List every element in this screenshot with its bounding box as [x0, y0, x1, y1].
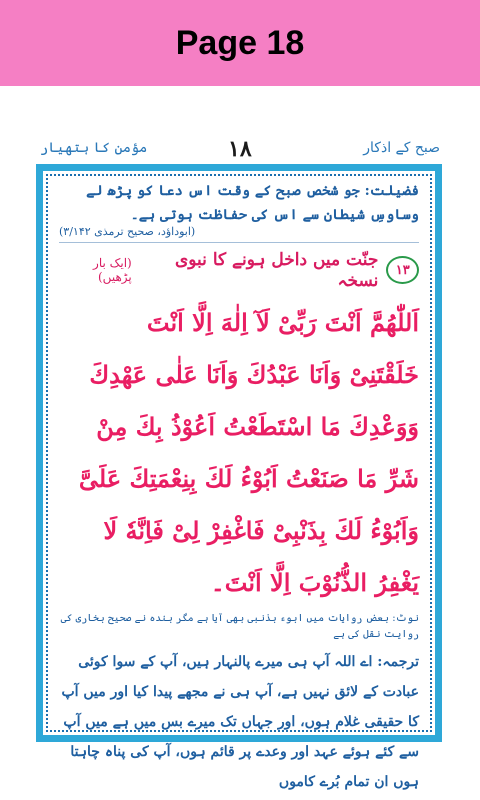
- page-number: ۱۸: [228, 136, 252, 162]
- reference-text: (ابوداؤد، صحیح ترمذی ۳/۱۴۲): [59, 225, 196, 238]
- divider: [59, 242, 419, 243]
- page-content: [59, 179, 419, 797]
- translation-text: ترجمہ: اے اللہ آپ ہی میرے پالنہار ہیں، آپ کے سوا کوئی عبادت کے لائق نہیں ہے، آپ ہی نے مجھے پیدا کیا اور میں آپ کا حقیقی غلام ہوں، اور جہاں تک میرے بس میں ہے میں آپ سے کئے ہوئے عہد اور وعدے پر قائم ہوں، آپ کی پناہ چاہتا ہوں ان تمام بُرے کاموں: [61, 654, 419, 790]
- heading-note: (ایک بار پڑھیں): [93, 256, 132, 284]
- arabic-line: يَغْفِرُ الذُّنُوْبَ اِلَّا اَنْتَ۔: [210, 568, 419, 597]
- app-bar: [0, 0, 480, 86]
- heading-text: جنّت میں داخل ہونے کا نبوی نسخہ: [174, 250, 379, 291]
- heading-number-badge: ۱۳: [386, 256, 419, 284]
- header-left-text: مؤمن کا ہتھیار: [40, 140, 148, 156]
- virtue-text: فضیلت: جو شخص صبح کے وقت اس دعا کو پڑھ لے وساوسِ شیطان سے اس کی حفاظت ہوتی ہے۔: [86, 183, 419, 223]
- book-page[interactable]: [0, 86, 480, 800]
- page-header: [40, 138, 440, 164]
- arabic-line: وَوَعْدِكَ مَا اسْتَطَعْتُ اَعُوْذُ بِكَ مِنْ: [96, 412, 419, 441]
- ornamental-border: [36, 164, 442, 790]
- arabic-line: شَرِّ مَا صَنَعْتُ اَبُوْءُ لَكَ بِنِعْمَتِكَ عَلَیَّ: [78, 464, 419, 493]
- arabic-line: وَاَبُوْءُ لَكَ بِذَنْبِیْ فَاغْفِرْ لِیْ فَاِنَّهٗ لَا: [103, 516, 419, 545]
- header-right-text: صبح کے اذکار: [363, 140, 440, 156]
- section-heading: [59, 249, 419, 291]
- arabic-line: اَللّٰهُمَّ اَنْتَ رَبِّیْ لَآ اِلٰهَ اِلَّا اَنْتَ: [146, 308, 419, 337]
- page-title: Page 18: [175, 23, 305, 62]
- note-text: نوٹ: بعض روایات میں ابوء بذنبی بھی آیا ہے مگر بندہ نے صحیح بخاری کی روایت نقل کی ہے: [60, 613, 419, 640]
- arabic-line: خَلَقْتَنِیْ وَاَنَا عَبْدُكَ وَاَنَا عَلٰی عَهْدِكَ: [89, 360, 419, 389]
- dua-arabic: [59, 297, 419, 609]
